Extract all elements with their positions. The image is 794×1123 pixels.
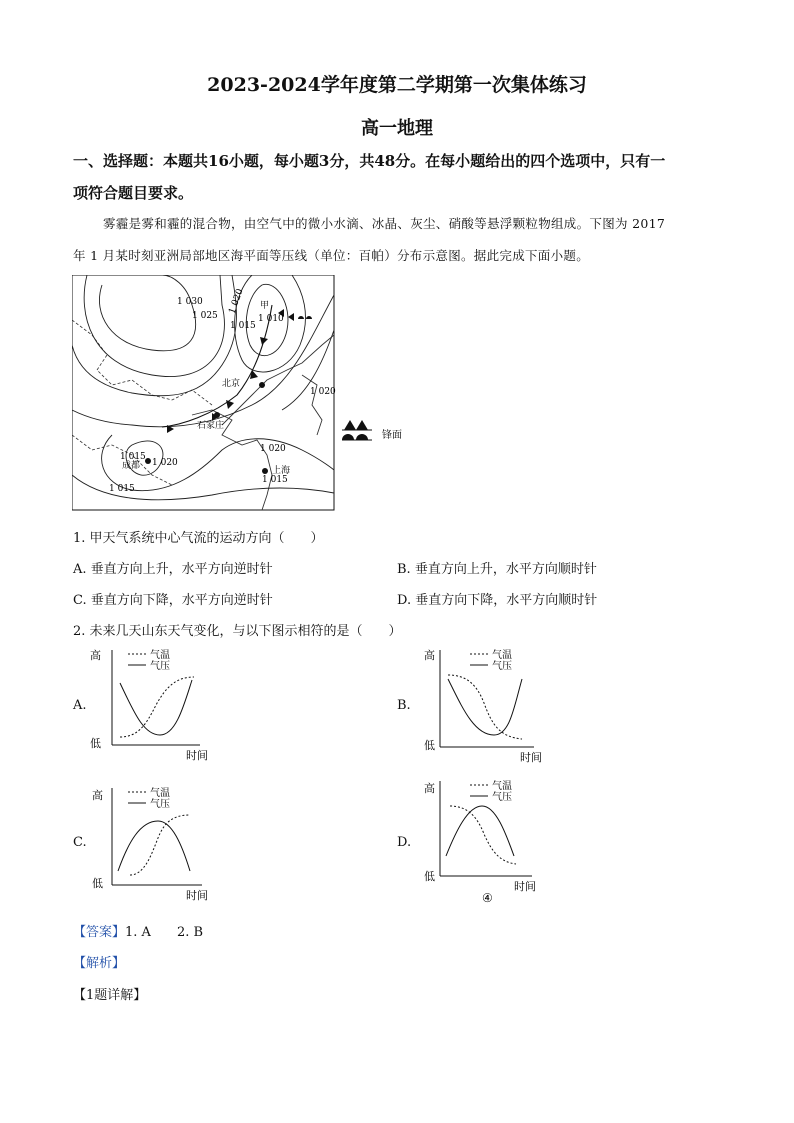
axis-low-label: 低 [90,737,101,750]
q1-option-c[interactable]: C. 垂直方向下降，水平方向逆时针 [73,593,273,608]
axis-high-label: 高 [424,782,435,795]
axis-high-label: 高 [90,649,101,662]
axis-low-label: 低 [92,877,103,890]
isobar-label: 1 015 [262,475,288,485]
axis-high-label: 高 [92,789,103,802]
isobar-label: 1 015 [109,484,135,494]
axis-time-label: 时间 [520,751,542,764]
place-label-shijiazhuang: 石家庄 [197,421,225,431]
legend-temp-label: 气温 [492,650,512,661]
isobar [72,275,236,396]
legend-cold-front-icon [344,420,356,430]
q1-option-d[interactable]: D. 垂直方向下降，水平方向顺时针 [397,593,598,608]
pressure-curve [120,680,192,735]
passage-line1: 雾霾是雾和霾的混合物，由空气中的微小水滴、冰晶、灰尘、硝酸等悬浮颗粒物组成。下图为 2017 [103,216,666,231]
isobar-label: 1 010 [258,314,284,324]
place-label-beijing: 北京 [222,379,241,389]
axis-high-label: 高 [424,649,435,662]
isobar [99,275,195,351]
answer-tag: 【答案】 [73,925,126,940]
legend-pressure-label: 气压 [150,661,170,672]
isobar [84,275,224,377]
city-marker-shanghai [262,468,268,474]
q1-option-a[interactable]: A. 垂直方向上升，水平方向逆时针 [73,562,273,577]
city-marker-chengdu [145,458,151,464]
q1-stem: 1. 甲天气系统中心气流的运动方向（ ） [73,531,324,546]
legend-temp-label: 气温 [150,788,170,799]
answer-text: 1. A 2. B [125,925,204,940]
axis-time-label: 时间 [514,880,536,893]
legend-warm-front-icon [342,434,368,440]
front-symbol [226,400,234,409]
pressure-curve [118,821,190,871]
isobar-label: 1 025 [192,311,218,321]
q2-graph-c[interactable] [90,783,220,903]
q1-option-b[interactable]: B. 垂直方向上升，水平方向顺时针 [397,562,597,577]
q2-option-b-label[interactable]: B. [397,698,411,713]
isobar-label: 1 020 [152,458,178,468]
isobar-map [72,275,412,511]
analysis-tag: 【解析】 [73,956,126,971]
city-marker-beijing [259,382,265,388]
front-symbol-warm [298,316,312,319]
isobar-label: 1 015 [230,321,256,331]
q2-option-d-label[interactable]: D. [397,835,412,850]
answer-line [73,921,203,940]
border-line [72,320,212,405]
legend-cold-front-icon [356,420,368,430]
axis-time-label: 时间 [186,749,208,762]
page-title: 2023-2024学年度第二学期第一次集体练习 [207,74,587,96]
legend-label: 锋面 [382,430,402,441]
legend-temp-label: 气温 [150,650,170,661]
axis-low-label: 低 [424,870,435,883]
graph-d-caption: ④ [482,891,493,905]
axis-time-label: 时间 [186,889,208,902]
city-marker-shijiazhuang [214,412,220,418]
q2-stem: 2. 未来几天山东天气变化，与以下图示相符的是（ ） [73,624,402,639]
temp-curve [448,675,522,739]
section-heading-line2: 项符合题目要求。 [73,184,194,202]
q2-graph-a[interactable] [88,645,218,765]
front-symbol [288,313,294,321]
peninsula [302,375,322,435]
section-heading-line1: 一、选择题：本题共16小题，每小题3分，共48分。在每小题给出的四个选项中，只有一 [73,152,666,170]
isobar-label: 1 020 [227,287,246,316]
legend-pressure-label: 气压 [150,799,170,810]
q2-option-c-label[interactable]: C. [73,835,87,850]
isobar-label: 1 020 [310,387,336,397]
q2-graph-b[interactable] [422,645,552,765]
legend-pressure-label: 气压 [492,661,512,672]
q2-graph-d[interactable] [422,776,552,906]
pressure-curve [446,806,514,856]
place-label-shanghai: 上海 [272,466,291,476]
passage-line2: 年 1 月某时刻亚洲局部地区海平面等压线（单位：百帕）分布示意图。据此完成下面小题。 [73,248,590,263]
axis-low-label: 低 [424,739,435,752]
place-label-chengdu: 成都 [122,461,141,471]
legend-temp-label: 气温 [492,781,512,792]
isobar-label: 1 015 [120,452,146,462]
q2-option-a-label[interactable]: A. [73,698,87,713]
place-label-jia: 甲 [260,301,270,311]
page-subtitle: 高一地理 [361,118,433,139]
legend-pressure-label: 气压 [492,792,512,803]
detail-tag: 【1题详解】 [73,988,147,1003]
isobar-label: 1 030 [177,297,203,307]
isobar-label: 1 020 [260,444,286,454]
